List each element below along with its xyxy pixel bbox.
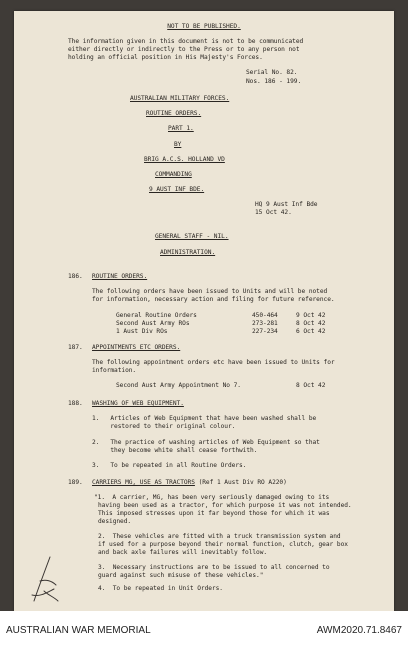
order-number: 189.: [68, 479, 83, 486]
notice-line: The information given in this document is not to be communicated: [68, 38, 304, 45]
body-line: The following appointment orders etc have been issued to Units for: [92, 359, 335, 366]
body-line: 2. These vehicles are fitted with a truck transmission system and: [98, 533, 341, 540]
archive-footer: [0, 611, 408, 653]
order-heading: WASHING OF WEB EQUIPMENT.: [92, 400, 184, 407]
classification-header: NOT TO BE PUBLISHED.: [167, 23, 241, 30]
body-line: restored to their original colour.: [92, 423, 236, 430]
date-line: 15 Oct 42.: [255, 209, 292, 216]
order-list-name: General Routine Orders: [116, 312, 197, 319]
document-page: [14, 11, 394, 611]
appointment-name: Second Aust Army Appointment No 7.: [116, 382, 241, 389]
archive-name: AUSTRALIAN WAR MEMORIAL: [6, 625, 151, 636]
body-line: information.: [92, 367, 137, 374]
body-line: This imposed stresses upon it far beyond those for which it was: [98, 510, 330, 517]
body-line: and back axle failures will inevitably follow.: [98, 549, 268, 556]
order-heading: APPOINTMENTS ETC ORDERS.: [92, 344, 181, 351]
hq-line: HQ 9 Aust Inf Bde: [255, 201, 318, 208]
order-number: 187.: [68, 344, 83, 351]
order-list-date: 6 Oct 42: [296, 328, 326, 335]
title-line: COMMANDING: [155, 171, 192, 178]
order-list-date: 9 Oct 42: [296, 312, 326, 319]
title-line: 9 AUST INF BDE.: [149, 186, 205, 193]
handwritten-initials: [28, 551, 64, 607]
body-line: designed.: [98, 518, 132, 525]
body-line: for information, necessary action and filing for future reference.: [92, 296, 335, 303]
order-heading-line: [92, 479, 287, 487]
body-line: 3. Necessary instructions are to be issued to all concerned to: [98, 564, 330, 571]
body-line: 3. To be repeated in all Routine Orders.: [92, 462, 247, 469]
body-line: 4. To be repeated in Unit Orders.: [98, 585, 223, 592]
order-list-name: Second Aust Army ROs: [116, 320, 190, 327]
order-number: 188.: [68, 400, 83, 407]
body-line: "1. A carrier, MG, has been very seriously damaged owing to its: [94, 494, 330, 501]
section-heading: GENERAL STAFF - NIL.: [155, 233, 229, 240]
notice-line: either directly or indirectly to the Press or to any person not: [68, 46, 300, 53]
appointment-date: 8 Oct 42: [296, 382, 326, 389]
body-line: 1. Articles of Web Equipment that have been washed shall be: [92, 415, 317, 422]
body-line: if used for a purpose beyond their normal function, clutch, gear box: [98, 541, 348, 548]
order-list-name: 1 Aust Div ROs: [116, 328, 168, 335]
title-line: AUSTRALIAN MILITARY FORCES.: [130, 95, 230, 102]
body-line: having been used as a tractor, for which purpose it was not intended.: [98, 502, 352, 509]
order-heading: ROUTINE ORDERS.: [92, 273, 148, 280]
serial-number: Serial No. 82.: [246, 69, 298, 76]
title-line: ROUTINE ORDERS.: [146, 110, 202, 117]
title-line: BY: [174, 141, 182, 148]
body-line: The following orders have been issued to Units and will be noted: [92, 288, 328, 295]
archive-reference: AWM2020.71.8467: [316, 625, 402, 636]
body-line: they become white shall cease forthwith.: [92, 447, 258, 454]
title-line: PART 1.: [168, 125, 194, 132]
section-heading: ADMINISTRATION.: [160, 249, 216, 256]
order-number: 186.: [68, 273, 83, 280]
order-list-date: 8 Oct 42: [296, 320, 326, 327]
order-numbers: Nos. 186 - 199.: [246, 78, 302, 85]
order-list-range: 227-234: [252, 328, 278, 335]
notice-line: holding an official position in His Majesty's Forces.: [68, 54, 263, 61]
body-line: 2. The practice of washing articles of Web Equipment so that: [92, 439, 320, 446]
title-line: BRIG A.C.S. HOLLAND VD: [144, 156, 225, 163]
order-reference: (Ref 1 Aust Div RO A220): [194, 479, 287, 486]
order-list-range: 273-281: [252, 320, 278, 327]
body-line: guard against such misuse of these vehicles.": [98, 572, 264, 579]
order-heading: CARRIERS MG, USE AS TRACTORS: [92, 479, 195, 486]
order-list-range: 450-464: [252, 312, 278, 319]
